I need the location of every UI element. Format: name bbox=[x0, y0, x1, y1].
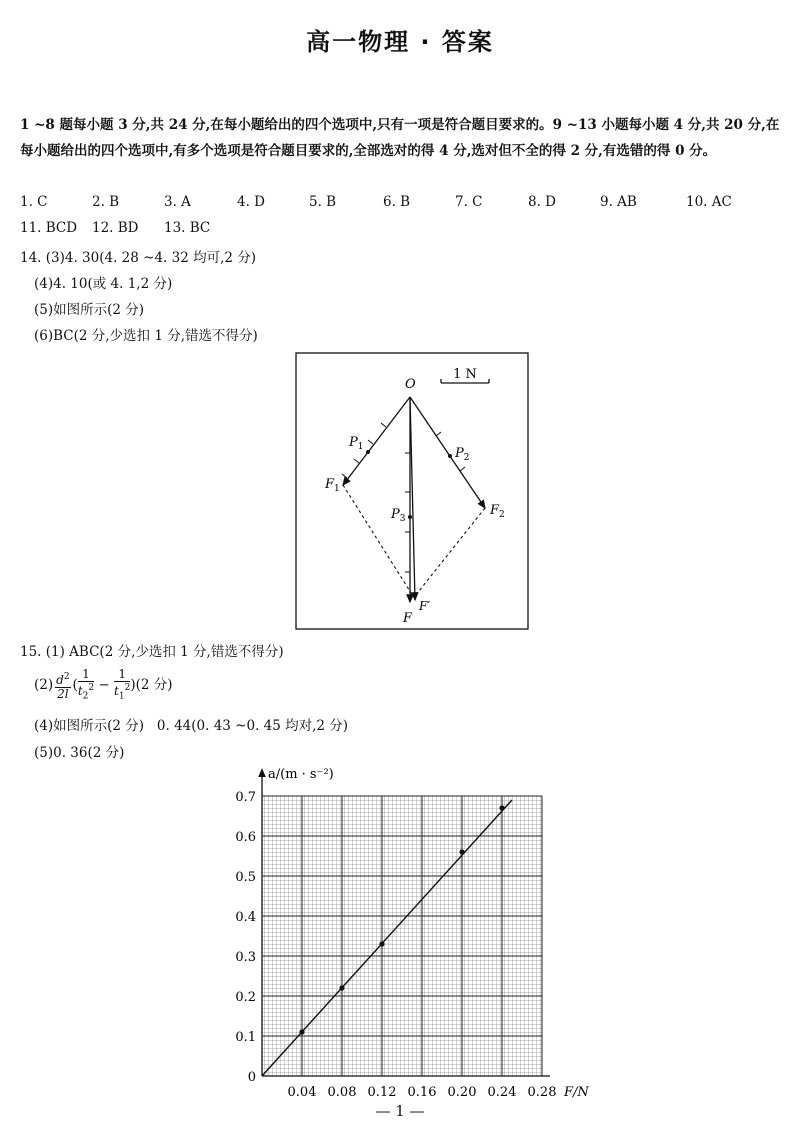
chart-x-tick-label: 0.04 bbox=[287, 1085, 317, 1100]
chart-y-tick-label: 0.2 bbox=[235, 990, 256, 1005]
chart-data-point bbox=[299, 1029, 304, 1034]
chart-x-tick-label: 0.12 bbox=[367, 1085, 397, 1100]
mc-answer: 1. C bbox=[20, 194, 48, 210]
mc-answer: 5. B bbox=[309, 194, 337, 210]
vector-F-prime bbox=[410, 397, 415, 600]
q15-l2-suffix: (2 分) bbox=[135, 677, 173, 694]
q15-t1-sup: 2 bbox=[124, 683, 131, 693]
q14-line-2: (4)4. 10(或 4. 1,2 分) bbox=[34, 276, 173, 292]
chart-y-tick-label: 0.7 bbox=[235, 790, 256, 805]
chart-y-tick-label: 0.6 bbox=[235, 830, 256, 845]
force-diagram bbox=[295, 352, 529, 630]
q15-one-b: 1 bbox=[114, 668, 130, 682]
chart-data-point bbox=[379, 941, 384, 946]
acceleration-force-chart bbox=[220, 760, 590, 1100]
label-O: O bbox=[405, 377, 416, 392]
label-P3-sub: 3 bbox=[399, 514, 406, 524]
dashed-side-2 bbox=[415, 508, 485, 596]
label-F2-sub: 2 bbox=[499, 510, 505, 520]
mc-answer: 4. D bbox=[237, 194, 265, 210]
q15-one-a: 1 bbox=[78, 668, 94, 682]
scoring-instructions: 1 ~8 题每小题 3 分,共 24 分,在每小题给出的四个选项中,只有一项是符合题目要求的。9 ~13 小题每小题 4 分,共 20 分,在每小题给出的四个选项中,有多个选项是符合题目要求的,全部选对的得 4 分,选对但不全的得 2 分,有选错的得 0 分。 bbox=[20, 117, 780, 159]
q15-t2-sub: 2 bbox=[82, 691, 89, 702]
point-P3 bbox=[408, 515, 412, 519]
svg-text:P2 bbox=[454, 446, 469, 463]
mc-answer: 9. AB bbox=[600, 194, 637, 210]
scale-label: 1 N bbox=[453, 367, 477, 382]
point-P1 bbox=[366, 450, 370, 454]
chart-x-tick-label: 0.08 bbox=[327, 1085, 357, 1100]
q15-t2: t bbox=[77, 684, 83, 698]
svg-text:F2 bbox=[489, 503, 505, 520]
label-P2-sub: 2 bbox=[463, 453, 470, 463]
page-number: — 1 — bbox=[375, 1102, 425, 1120]
label-P2: P bbox=[455, 446, 464, 461]
label-F: F bbox=[403, 611, 413, 626]
q15-line-4: (5)0. 36(2 分) bbox=[34, 745, 125, 761]
q15-t1: t bbox=[114, 684, 119, 698]
q14-line-1: 14. (3)4. 30(4. 28 ~4. 32 均可,2 分) bbox=[20, 250, 257, 266]
label-P1-sub: 1 bbox=[357, 442, 364, 452]
label-P1: P bbox=[349, 435, 358, 450]
page-title: 高一物理 · 答案 bbox=[306, 28, 494, 56]
mc-answer: 7. C bbox=[455, 194, 483, 210]
q15-l2-prefix: (2) bbox=[34, 677, 54, 694]
mc-answer: 6. B bbox=[383, 194, 411, 210]
chart-fine-grid bbox=[262, 796, 542, 1076]
mc-answer: 13. BC bbox=[164, 220, 211, 236]
svg-text:P1 bbox=[348, 435, 363, 452]
label-F-prime: F′ bbox=[419, 599, 431, 613]
chart-x-tick-label: 0.24 bbox=[487, 1085, 517, 1100]
chart-y-tick-label: 0 bbox=[247, 1070, 256, 1085]
q15-t1-sub: 1 bbox=[118, 691, 125, 702]
svg-text:P3 bbox=[390, 507, 406, 524]
label-P3: P bbox=[391, 507, 400, 522]
chart-data-point bbox=[499, 805, 504, 810]
q15-d-exp: 2 bbox=[63, 671, 70, 682]
chart-y-axis-label: a/(m · s⁻²) bbox=[268, 767, 334, 782]
chart-data-point bbox=[339, 985, 344, 990]
chart-x-tick-label: 0.28 bbox=[527, 1085, 557, 1100]
q15-d: d bbox=[56, 672, 64, 687]
mc-answer: 8. D bbox=[528, 194, 556, 210]
chart-y-tick-label: 0.3 bbox=[235, 950, 256, 965]
q14-line-3: (5)如图所示(2 分) bbox=[34, 302, 145, 318]
chart-x-tick-label: 0.16 bbox=[407, 1085, 437, 1100]
svg-text:F1 bbox=[324, 477, 340, 494]
chart-data-point bbox=[459, 849, 464, 854]
chart-y-tick-label: 0.4 bbox=[235, 910, 256, 925]
chart-x-tick-label: 0.20 bbox=[447, 1085, 477, 1100]
vector-F2 bbox=[410, 397, 485, 508]
chart-y-tick-label: 0.5 bbox=[235, 870, 256, 885]
label-F1: F bbox=[325, 477, 335, 492]
chart-x-axis-label: F/N bbox=[564, 1085, 589, 1100]
q14-line-4: (6)BC(2 分,少选扣 1 分,错选不得分) bbox=[34, 328, 258, 344]
mc-answer: 11. BCD bbox=[20, 220, 78, 236]
q15-line-1: 15. (1) ABC(2 分,少选扣 1 分,错选不得分) bbox=[20, 644, 284, 660]
q15-line-3: (4)如图所示(2 分) 0. 44(0. 43 ~0. 45 均对,2 分) bbox=[34, 718, 349, 734]
mc-answer: 12. BD bbox=[92, 220, 139, 236]
label-F2: F bbox=[490, 503, 500, 518]
chart-y-tick-label: 0.1 bbox=[235, 1030, 256, 1045]
dashed-side-1 bbox=[343, 485, 413, 596]
mc-answer: 10. AC bbox=[686, 194, 732, 210]
mc-answer: 3. A bbox=[164, 194, 191, 210]
q15-line-2: (2) $\frac{d^2}{2l}$ ( $\frac{1}{t_2^2}$ − $\frac{1}{t_1^2}$ )(2 分) bbox=[34, 667, 173, 702]
point-P2 bbox=[448, 454, 452, 458]
mc-answer: 2. B bbox=[92, 194, 120, 210]
q15-t2-sup: 2 bbox=[88, 683, 95, 693]
q15-2l: 2l bbox=[57, 686, 69, 701]
label-F1-sub: 1 bbox=[334, 484, 340, 494]
